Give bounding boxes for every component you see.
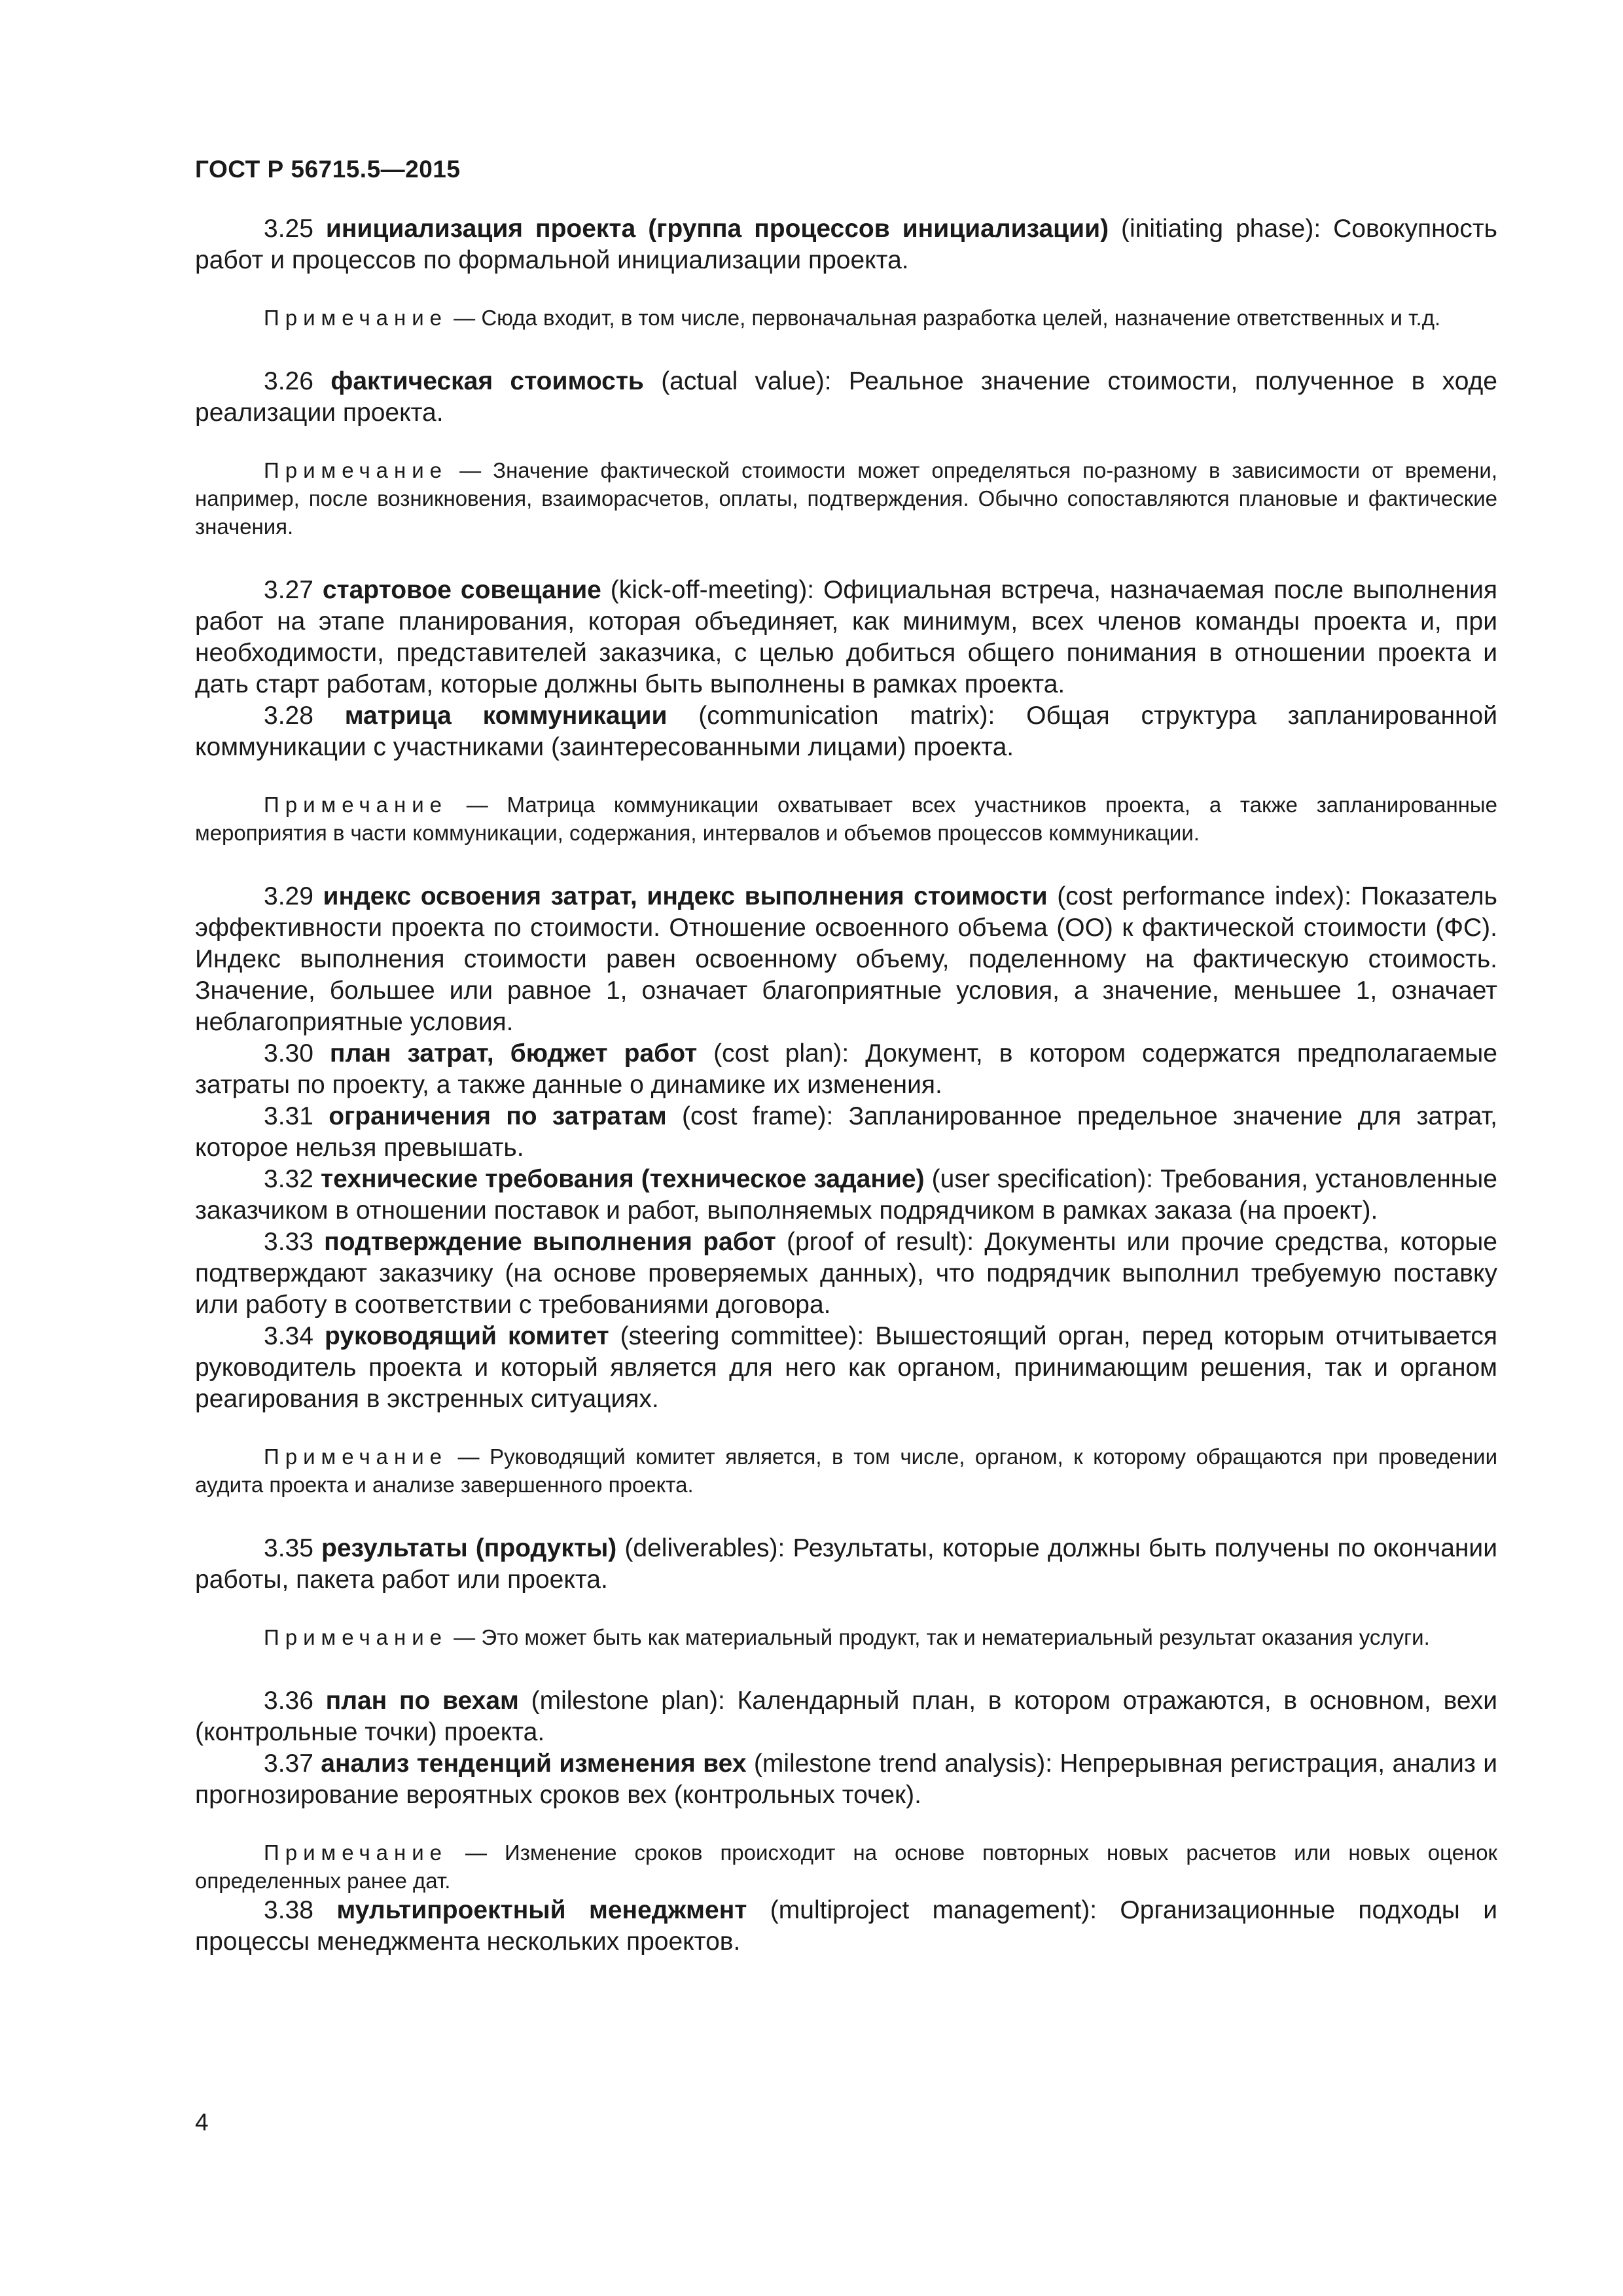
definition-3-33 xyxy=(195,1227,1497,1321)
definition-term: анализ тенденций изменения вех xyxy=(321,1749,747,1778)
definition-3-34 xyxy=(195,1321,1497,1415)
definition-term: инициализация проекта (группа процессов инициализации) xyxy=(325,215,1109,243)
definition-text: (cost frame): Запланированное предельное значение для затрат, которое нельзя превышать. xyxy=(195,1102,1497,1162)
definition-term: матрица коммуникации xyxy=(344,702,668,730)
definition-text: (cost performance index): Показатель эффективности проекта по стоимости. Отношение освоенного объема (ОО) к фактической стоимости (ФС). Индекс выполнения стоимости равен освоенному объему, поделенному на фактическую стоимость. Значение, большее или равное 1, означает благоприятные условия, а значение, меньшее 1, означает неблагоприятные условия. xyxy=(195,882,1497,1036)
standard-id: ГОСТ Р 56715.5—2015 xyxy=(195,156,461,183)
definition-number: 3.37 xyxy=(264,1749,313,1778)
note-text: — Это может быть как материальный продукт, так и нематериальный результат оказания услуги. xyxy=(448,1625,1430,1649)
page-number: 4 xyxy=(195,2109,209,2136)
note-3-37 xyxy=(195,1839,1497,1895)
definition-term: технические требования (техническое задание) xyxy=(320,1165,925,1193)
note-3-34 xyxy=(195,1443,1497,1499)
definition-number: 3.29 xyxy=(264,882,313,910)
definition-text: (actual value): Реальное значение стоимости, полученное в ходе реализации проекта. xyxy=(195,367,1497,427)
definition-3-38 xyxy=(195,1895,1497,1958)
definition-3-36 xyxy=(195,1685,1497,1748)
definition-3-31 xyxy=(195,1101,1497,1164)
definition-term: план затрат, бюджет работ xyxy=(329,1039,698,1067)
note-3-28 xyxy=(195,791,1497,847)
definition-number: 3.26 xyxy=(264,367,313,395)
definition-term: результаты (продукты) xyxy=(321,1534,617,1562)
definition-3-27 xyxy=(195,575,1497,700)
definition-text: (proof of result): Документы или прочие средства, которые подтверждают заказчику (на основе проверяемых данных), что подрядчик выполнил требуемую поставку или работу в соответствии с требованиями договора. xyxy=(195,1228,1497,1319)
definition-number: 3.33 xyxy=(264,1228,313,1256)
definition-3-25 xyxy=(195,213,1497,276)
definition-3-30 xyxy=(195,1038,1497,1101)
definition-text: (cost plan): Документ, в котором содержатся предполагаемые затраты по проекту, а также данные о динамике их изменения. xyxy=(195,1039,1497,1099)
definition-text: (user specification): Требования, установленные заказчиком в отношении поставок и работ, выполняемых подрядчиком в рамках заказа (на проект). xyxy=(195,1165,1497,1225)
definition-3-32 xyxy=(195,1164,1497,1227)
note-text: — Изменение сроков происходит на основе повторных новых расчетов или новых оценок определенных ранее дат. xyxy=(195,1840,1497,1893)
note-label: Примечание xyxy=(264,458,448,482)
definition-number: 3.30 xyxy=(264,1039,313,1067)
definition-text: (deliverables): Результаты, которые должны быть получены по окончании работы, пакета работ или проекта. xyxy=(195,1534,1497,1594)
note-text: — Сюда входит, в том числе, первоначальная разработка целей, назначение ответственных и т.д. xyxy=(448,306,1441,330)
definition-term: мультипроектный менеджмент xyxy=(336,1896,747,1924)
definition-text: (multiproject management): Организационные подходы и процессы менеджмента нескольких проектов. xyxy=(195,1896,1497,1956)
definition-number: 3.28 xyxy=(264,702,313,730)
definition-number: 3.27 xyxy=(264,576,313,604)
definition-text: (initiating phase): Совокупность работ и процессов по формальной инициализации проекта. xyxy=(195,215,1498,274)
note-label: Примечание xyxy=(264,1444,448,1469)
note-label: Примечание xyxy=(264,306,448,330)
note-text: — Матрица коммуникации охватывает всех участников проекта, а также запланированные мероприятия в части коммуникации, содержания, интервалов и объемов процессов коммуникации. xyxy=(195,793,1497,845)
definition-text: (milestone trend analysis): Непрерывная регистрация, анализ и прогнозирование вероятных сроков вех (контрольных точек). xyxy=(195,1749,1497,1809)
definition-text: (communication matrix): Общая структура запланированной коммуникации с участниками (заинтересованными лицами) проекта. xyxy=(195,702,1498,761)
definition-text: (milestone plan): Календарный план, в котором отражаются, в основном, вехи (контрольные точки) проекта. xyxy=(195,1687,1497,1746)
definition-3-35 xyxy=(195,1533,1497,1596)
note-text: — Значение фактической стоимости может определяться по-разному в зависимости от времени, например, после возникновения, взаиморасчетов, оплаты, подтверждения. Обычно сопоставляются плановые и фактические значения. xyxy=(195,458,1497,539)
definition-number: 3.31 xyxy=(264,1102,313,1130)
definition-term: индекс освоения затрат, индекс выполнения стоимости xyxy=(323,882,1048,910)
definition-3-29 xyxy=(195,881,1497,1038)
definition-term: план по вехам xyxy=(325,1687,519,1715)
definition-3-37 xyxy=(195,1748,1497,1811)
definition-term: руководящий комитет xyxy=(325,1322,609,1350)
note-label: Примечание xyxy=(264,1625,448,1649)
definition-term: фактическая стоимость xyxy=(330,367,644,395)
definition-text: (steering committee): Вышестоящий орган, перед которым отчитывается руководитель проекта и который является для него как органом, принимающим решения, так и органом реагирования в экстренных ситуациях. xyxy=(195,1322,1497,1413)
definition-number: 3.38 xyxy=(264,1896,313,1924)
definition-3-28 xyxy=(195,700,1497,763)
definition-number: 3.34 xyxy=(264,1322,313,1350)
definition-number: 3.35 xyxy=(264,1534,313,1562)
definition-term: подтверждение выполнения работ xyxy=(324,1228,776,1256)
note-3-26 xyxy=(195,456,1497,541)
note-label: Примечание xyxy=(264,1840,448,1865)
note-text: — Руководящий комитет является, в том числе, органом, к которому обращаются при проведении аудита проекта и анализе завершенного проекта. xyxy=(195,1444,1497,1497)
note-label: Примечание xyxy=(264,793,448,817)
note-3-35 xyxy=(195,1623,1497,1651)
definition-3-26 xyxy=(195,366,1497,429)
definition-term: стартовое совещание xyxy=(322,576,601,604)
definition-text: (kick-off-meeting): Официальная встреча, назначаемая после выполнения работ на этапе планирования, которая объединяет, как минимум, всех членов команды проекта и, при необходимости, представителей заказчика, с целью добиться общего понимания в отношении проекта и дать старт работам, которые должны быть выполнены в рамках проекта. xyxy=(195,576,1497,698)
note-3-25 xyxy=(195,304,1497,332)
definition-number: 3.25 xyxy=(264,215,313,243)
definition-number: 3.32 xyxy=(264,1165,313,1193)
document-body xyxy=(195,213,1497,1958)
definition-term: ограничения по затратам xyxy=(329,1102,667,1130)
definition-number: 3.36 xyxy=(264,1687,313,1715)
